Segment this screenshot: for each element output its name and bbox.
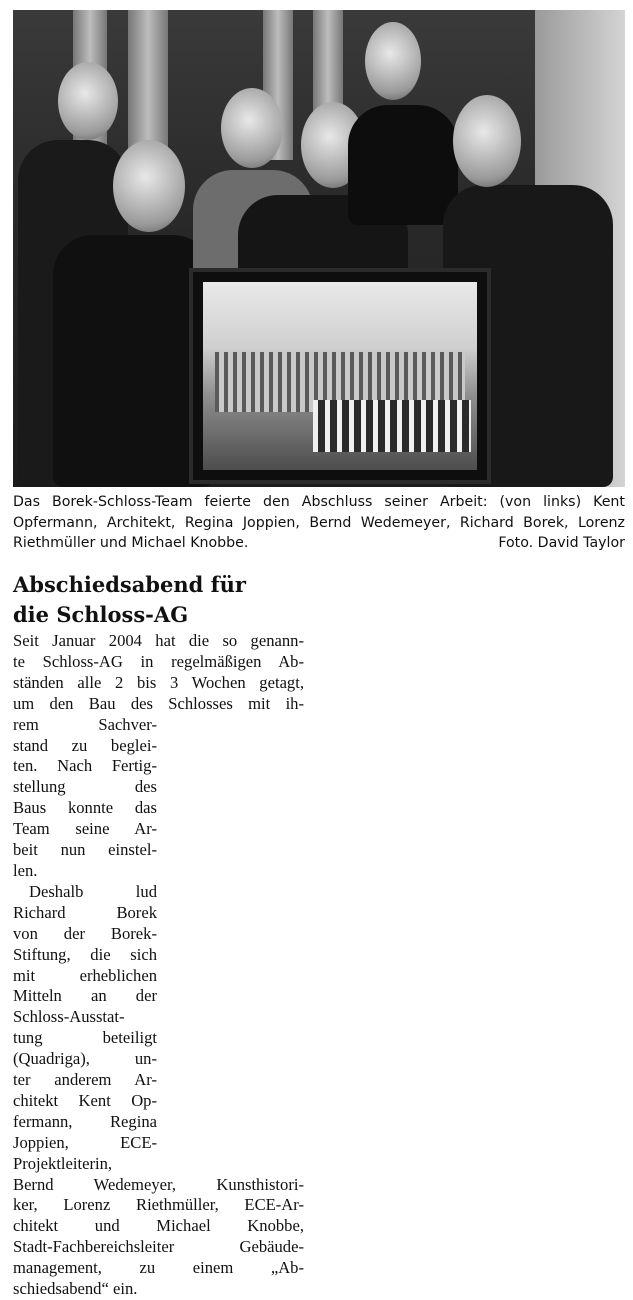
article-photo xyxy=(13,10,625,487)
photo-caption xyxy=(13,492,625,554)
body-line: Schloss-Ausstat- xyxy=(13,1007,125,1027)
body-line: fermann, Regina xyxy=(13,1111,157,1131)
body-line: management, zu einem „Ab- xyxy=(13,1258,304,1278)
body-line: ständen alle 2 bis 3 Wochen getagt, xyxy=(13,672,304,692)
body-line: Seit Januar 2004 hat die so genann- xyxy=(13,631,304,650)
body-line: Stadt-Fachbereichsleiter Gebäude- xyxy=(13,1237,304,1257)
article-body xyxy=(13,631,304,1300)
body-line: Deshalb lud xyxy=(29,881,157,901)
body-line: Team seine Ar- xyxy=(13,819,157,839)
body-line: ter anderem Ar- xyxy=(13,1070,157,1090)
headline-line-1: Abschiedsabend für xyxy=(13,572,246,597)
article-headline xyxy=(13,570,313,630)
body-line: schiedsabend“ ein. xyxy=(13,1279,138,1299)
body-line: rem Sachver- xyxy=(13,714,157,734)
body-line: te Schloss-AG in regelmäßigen Ab- xyxy=(13,651,304,671)
body-line: Baus konnte das xyxy=(13,798,157,818)
body-line: Joppien, ECE- xyxy=(13,1132,157,1152)
body-line: mit erheblichen xyxy=(13,965,157,985)
body-line: Richard Borek xyxy=(13,902,157,922)
caption-text: Das Borek-Schloss-Team feierte den Abschluss seiner Arbeit: (von links) Kent Opfermann, Architekt, Regina Joppien, Bernd Wedemeyer, Richard Borek, Lorenz Riethmüller und Michael Knobbe. xyxy=(13,494,625,551)
body-line: tung beteiligt xyxy=(13,1028,157,1048)
body-line: Bernd Wedemeyer, Kunsthistori- xyxy=(13,1174,304,1194)
body-line: Mitteln an der xyxy=(13,986,157,1006)
body-line: beit nun einstel- xyxy=(13,840,157,860)
body-line: stand zu beglei- xyxy=(13,735,157,755)
body-line: um den Bau des Schlosses mit ih- xyxy=(13,693,304,713)
headline-line-2: die Schloss-AG xyxy=(13,602,189,627)
body-line: ker, Lorenz Riethmüller, ECE-Ar- xyxy=(13,1195,304,1215)
body-line: Projektleiterin, xyxy=(13,1153,113,1173)
body-line: (Quadriga), un- xyxy=(13,1049,157,1069)
body-line: Stiftung, die sich xyxy=(13,944,157,964)
body-line: ten. Nach Fertig- xyxy=(13,756,157,776)
body-line: stellung des xyxy=(13,777,157,797)
body-line: chitekt und Michael Knobbe, xyxy=(13,1216,304,1236)
body-line: len. xyxy=(13,860,38,880)
body-line: chitekt Kent Op- xyxy=(13,1090,157,1110)
painting-frame xyxy=(189,268,491,484)
photo-credit: Foto. David Taylor xyxy=(498,535,625,551)
body-line: von der Borek- xyxy=(13,923,157,943)
